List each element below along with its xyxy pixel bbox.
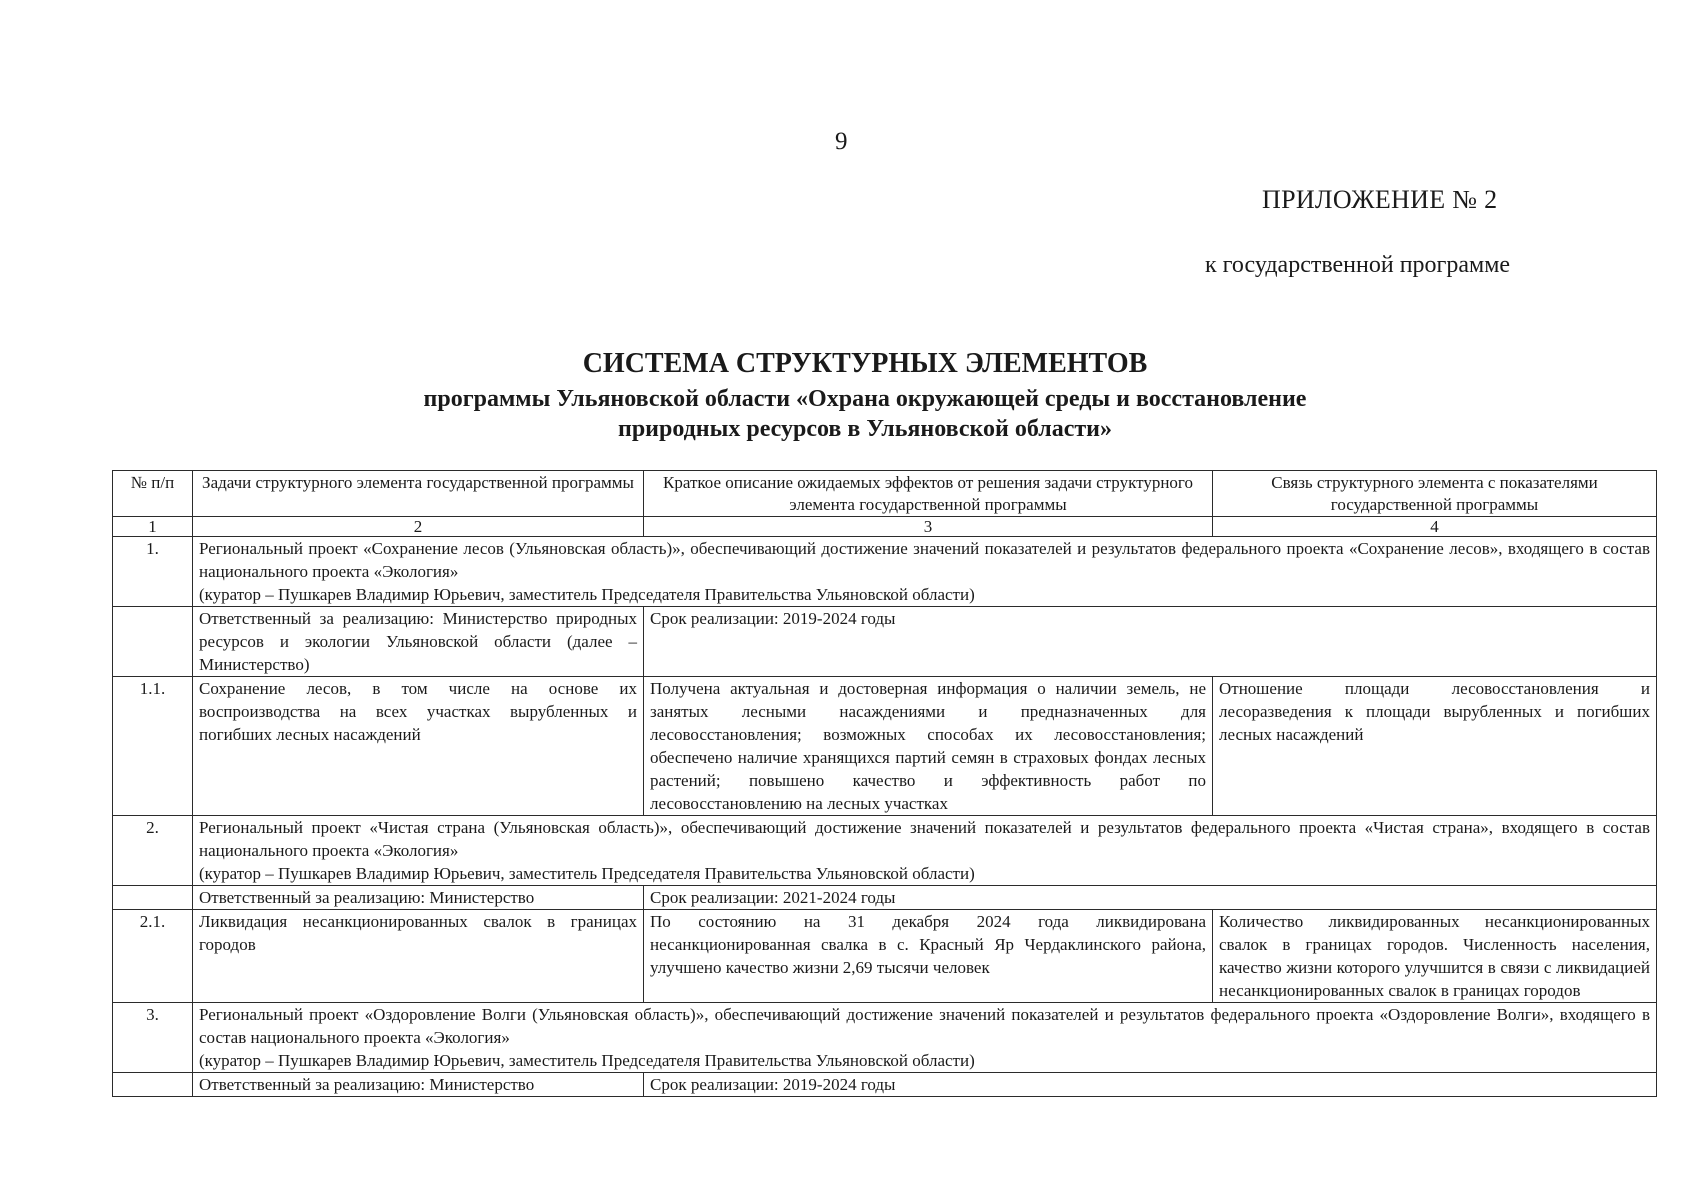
table-row <box>113 677 1657 816</box>
table-row <box>113 816 1657 886</box>
responsible-cell: Ответственный за реализацию: Министерство <box>193 886 644 910</box>
project-cell <box>193 1003 1657 1073</box>
term-cell: Срок реализации: 2019-2024 годы <box>644 607 1657 677</box>
structural-elements-table <box>112 470 1657 1097</box>
project-cell <box>193 816 1657 886</box>
column-number: 1 <box>113 517 193 537</box>
header-link: Связь структурного элемента с показателями государственной программы <box>1213 471 1657 517</box>
project-description: Региональный проект «Чистая страна (Ульяновская область)», обеспечивающий достижение значений показателей и результатов федерального проекта «Чистая страна», входящего в состав национального проекта «Экология» <box>199 818 1650 860</box>
table-row <box>113 537 1657 607</box>
empty-cell <box>113 1073 193 1097</box>
responsible-cell: Ответственный за реализацию: Министерство <box>193 1073 644 1097</box>
effect-cell: Получена актуальная и достоверная информация о наличии земель, не занятых лесными насаждениями и предназначенных для лесовосстановления; возможных способах их лесовосстановления; обеспечено наличие хранящихся партий семян в страховых фондах лесных растений; повышено качество и эффективность работ по лесовосстановлению на лесных участках <box>644 677 1213 816</box>
effect-cell: По состоянию на 31 декабря 2024 года ликвидирована несанкционированная свалка в с. Красный Яр Чердаклинского района, улучшено качество жизни 2,69 тысячи человек <box>644 910 1213 1003</box>
table-row <box>113 1003 1657 1073</box>
column-number-row <box>113 517 1657 537</box>
header-number: № п/п <box>113 471 193 517</box>
table-row <box>113 910 1657 1003</box>
column-number: 2 <box>193 517 644 537</box>
project-curator: (куратор – Пушкарев Владимир Юрьевич, заместитель Председателя Правительства Ульяновской области) <box>199 1051 975 1070</box>
empty-cell <box>113 607 193 677</box>
page-number: 9 <box>835 128 848 155</box>
document-title: СИСТЕМА СТРУКТУРНЫХ ЭЛЕМЕНТОВ <box>582 348 1148 379</box>
task-cell: Ликвидация несанкционированных свалок в границах городов <box>193 910 644 1003</box>
project-cell <box>193 537 1657 607</box>
column-number: 3 <box>644 517 1213 537</box>
header-effects: Краткое описание ожидаемых эффектов от решения задачи структурного элемента государственной программы <box>644 471 1213 517</box>
appendix-title: ПРИЛОЖЕНИЕ № 2 <box>1262 185 1498 214</box>
project-curator: (куратор – Пушкарев Владимир Юрьевич, заместитель Председателя Правительства Ульяновской области) <box>199 585 975 604</box>
project-description: Региональный проект «Оздоровление Волги (Ульяновская область)», обеспечивающий достижение значений показателей и результатов федерального проекта «Оздоровление Волги», входящего в состав национального проекта «Экология» <box>199 1005 1650 1047</box>
subtitle-line-1: программы Ульяновской области «Охрана окружающей среды и восстановление <box>423 386 1307 412</box>
table-row <box>113 1073 1657 1097</box>
term-cell: Срок реализации: 2021-2024 годы <box>644 886 1657 910</box>
row-number: 2.1. <box>113 910 193 1003</box>
table-header-row <box>113 471 1657 517</box>
empty-cell <box>113 886 193 910</box>
row-number: 1. <box>113 537 193 607</box>
row-number: 2. <box>113 816 193 886</box>
subtitle-line-2: природных ресурсов в Ульяновской области» <box>618 416 1112 442</box>
responsible-cell: Ответственный за реализацию: Министерство природных ресурсов и экологии Ульяновской области (далее – Министерство) <box>193 607 644 677</box>
row-number: 3. <box>113 1003 193 1073</box>
row-number: 1.1. <box>113 677 193 816</box>
appendix-subtitle: к государственной программе <box>1205 252 1511 278</box>
link-cell: Отношение площади лесовосстановления и лесоразведения к площади вырубленных и погибших лесных насаждений <box>1213 677 1657 816</box>
project-description: Региональный проект «Сохранение лесов (Ульяновская область)», обеспечивающий достижение значений показателей и результатов федерального проекта «Сохранение лесов», входящего в состав национального проекта «Экология» <box>199 539 1650 581</box>
link-cell: Количество ликвидированных несанкционированных свалок в границах городов. Численность населения, качество жизни которого улучшится в связи с ликвидацией несанкционированных свалок в границах городов <box>1213 910 1657 1003</box>
term-cell: Срок реализации: 2019-2024 годы <box>644 1073 1657 1097</box>
column-number: 4 <box>1213 517 1657 537</box>
table-row <box>113 607 1657 677</box>
header-tasks: Задачи структурного элемента государственной программы <box>193 471 644 517</box>
table-row <box>113 886 1657 910</box>
project-curator: (куратор – Пушкарев Владимир Юрьевич, заместитель Председателя Правительства Ульяновской области) <box>199 864 975 883</box>
task-cell: Сохранение лесов, в том числе на основе их воспроизводства на всех участках вырубленных и погибших лесных насаждений <box>193 677 644 816</box>
document-subtitle <box>0 384 1696 444</box>
